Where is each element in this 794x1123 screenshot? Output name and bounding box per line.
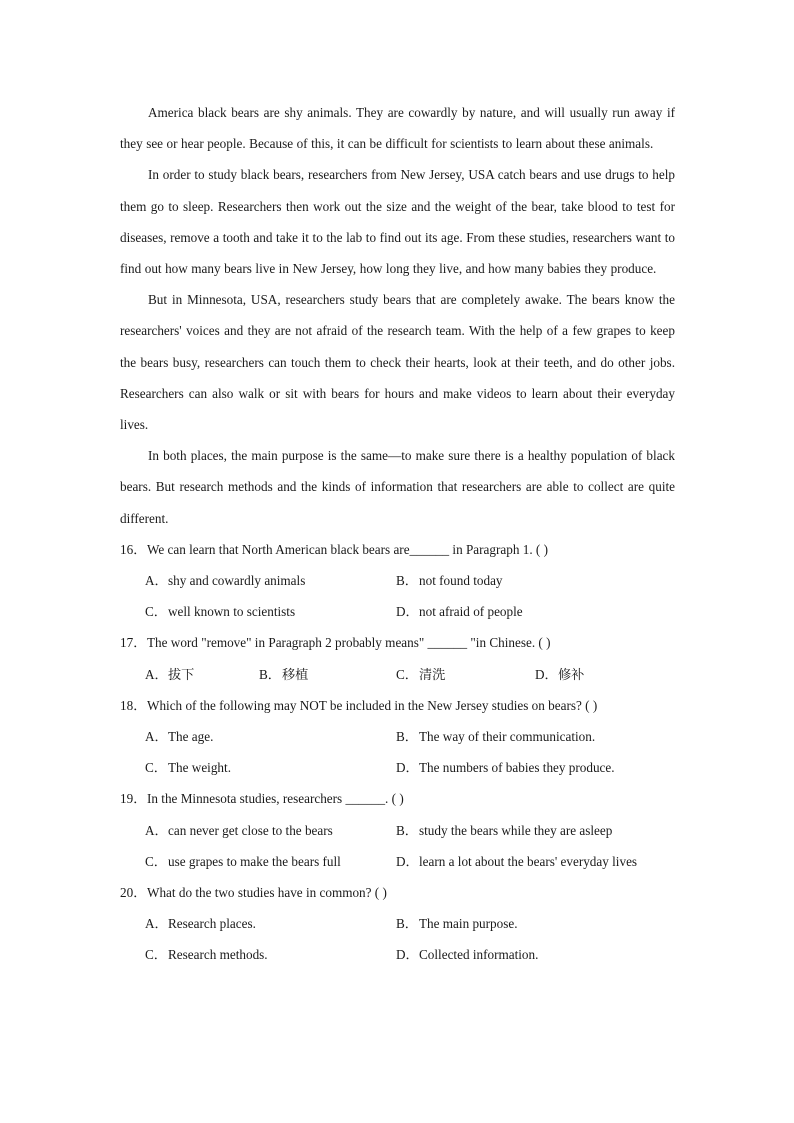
option-label: D． bbox=[396, 853, 419, 869]
option-text: The way of their communication. bbox=[419, 728, 596, 744]
option-text: can never get close to the bears bbox=[168, 822, 333, 838]
option-label: C． bbox=[145, 853, 167, 869]
question-stem bbox=[120, 534, 675, 565]
passage-paragraph-1: America black bears are shy animals. They are cowardly by nature, and will usually run away if they see or hear people. Because of this, it can be difficult for scientists to learn about these animals. bbox=[120, 105, 675, 152]
option-label: D． bbox=[396, 947, 419, 963]
option-c[interactable] bbox=[145, 939, 268, 970]
option-text: The numbers of babies they produce. bbox=[419, 760, 615, 776]
option-label: A． bbox=[145, 728, 168, 744]
option-label: B． bbox=[396, 916, 418, 932]
option-label: B． bbox=[396, 728, 418, 744]
option-text: The age. bbox=[168, 728, 214, 744]
passage-paragraph-2: In order to study black bears, researchers from New Jersey, USA catch bears and use drugs to help them go to sleep. Researchers then work out the size and the weight of the bear, take blood to test for diseases, remove a tooth and take it to the lab to find out its age. From these studies, researchers want to find out how many bears live in New Jersey, how long they live, and how many babies they produce. bbox=[120, 167, 675, 277]
option-label: D． bbox=[535, 666, 558, 682]
option-a[interactable] bbox=[145, 908, 256, 939]
question-text: What do the two studies have in common? ( ) bbox=[147, 884, 387, 900]
document-page bbox=[120, 97, 675, 970]
question-20 bbox=[120, 877, 675, 971]
option-label: A． bbox=[145, 573, 168, 589]
option-text: 清洗 bbox=[419, 666, 446, 682]
option-c[interactable] bbox=[396, 659, 445, 690]
option-text: Research methods. bbox=[168, 947, 268, 963]
options-row bbox=[120, 908, 675, 939]
question-number: 19． bbox=[120, 791, 147, 807]
option-a[interactable] bbox=[145, 565, 305, 596]
option-a[interactable] bbox=[145, 815, 333, 846]
question-text: In the Minnesota studies, researchers ______. ( ) bbox=[147, 791, 404, 807]
question-stem bbox=[120, 627, 675, 658]
option-b[interactable] bbox=[396, 908, 518, 939]
question-text: We can learn that North American black bears are______ in Paragraph 1. ( ) bbox=[147, 541, 548, 557]
question-number: 20． bbox=[120, 884, 147, 900]
option-d[interactable] bbox=[535, 659, 584, 690]
option-label: B． bbox=[396, 573, 418, 589]
reading-passage bbox=[120, 97, 675, 534]
options-row bbox=[120, 721, 675, 752]
option-b[interactable] bbox=[396, 721, 595, 752]
option-text: study the bears while they are asleep bbox=[419, 822, 613, 838]
option-text: 移植 bbox=[282, 666, 309, 682]
option-a[interactable] bbox=[145, 659, 194, 690]
option-text: well known to scientists bbox=[168, 604, 296, 620]
passage-paragraph-3: But in Minnesota, USA, researchers study bears that are completely awake. The bears know the researchers' voices and they are not afraid of the research team. With the help of a few grapes to keep the bears busy, researchers can touch them to check their hearts, look at their teeth, and do other jobs. Researchers can also walk or sit with bears for hours and make videos to learn about their everyday lives. bbox=[120, 292, 675, 433]
option-text: The weight. bbox=[168, 760, 231, 776]
question-stem bbox=[120, 783, 675, 814]
option-b[interactable] bbox=[259, 659, 308, 690]
option-text: Research places. bbox=[168, 916, 256, 932]
question-text: The word "remove" in Paragraph 2 probably means" ______ "in Chinese. ( ) bbox=[147, 635, 551, 651]
question-text: Which of the following may NOT be included in the New Jersey studies on bears? ( ) bbox=[147, 697, 598, 713]
option-c[interactable] bbox=[145, 846, 341, 877]
option-d[interactable] bbox=[396, 939, 538, 970]
option-b[interactable] bbox=[396, 565, 503, 596]
option-b[interactable] bbox=[396, 815, 612, 846]
option-label: C． bbox=[145, 760, 167, 776]
question-stem bbox=[120, 690, 675, 721]
option-label: C． bbox=[396, 666, 418, 682]
option-label: D． bbox=[396, 604, 419, 620]
option-text: shy and cowardly animals bbox=[168, 573, 306, 589]
option-text: use grapes to make the bears full bbox=[168, 853, 341, 869]
option-d[interactable] bbox=[396, 752, 615, 783]
question-number: 18． bbox=[120, 697, 147, 713]
options-row bbox=[120, 939, 675, 970]
options-row bbox=[120, 596, 675, 627]
options-row bbox=[120, 752, 675, 783]
question-17 bbox=[120, 627, 675, 689]
option-c[interactable] bbox=[145, 752, 231, 783]
option-label: C． bbox=[145, 947, 167, 963]
option-label: A． bbox=[145, 666, 168, 682]
option-d[interactable] bbox=[396, 596, 523, 627]
option-label: B． bbox=[259, 666, 281, 682]
option-text: 拔下 bbox=[168, 666, 195, 682]
question-stem bbox=[120, 877, 675, 908]
option-label: A． bbox=[145, 916, 168, 932]
option-a[interactable] bbox=[145, 721, 213, 752]
option-text: 修补 bbox=[558, 666, 585, 682]
option-label: C． bbox=[145, 604, 167, 620]
option-label: D． bbox=[396, 760, 419, 776]
option-text: not found today bbox=[419, 573, 503, 589]
question-16 bbox=[120, 534, 675, 628]
option-text: The main purpose. bbox=[419, 916, 518, 932]
option-c[interactable] bbox=[145, 596, 295, 627]
option-label: A． bbox=[145, 822, 168, 838]
option-text: Collected information. bbox=[419, 947, 539, 963]
option-text: learn a lot about the bears' everyday lives bbox=[419, 853, 638, 869]
passage-paragraph-4: In both places, the main purpose is the same—to make sure there is a healthy population of black bears. But research methods and the kinds of information that researchers are able to collect are quite different. bbox=[120, 448, 675, 526]
question-number: 16． bbox=[120, 541, 147, 557]
options-row bbox=[120, 846, 675, 877]
options-row bbox=[120, 815, 675, 846]
question-number: 17． bbox=[120, 635, 147, 651]
question-18 bbox=[120, 690, 675, 784]
options-row bbox=[120, 565, 675, 596]
question-19 bbox=[120, 783, 675, 877]
option-d[interactable] bbox=[396, 846, 637, 877]
options-row bbox=[120, 659, 675, 690]
option-text: not afraid of people bbox=[419, 604, 523, 620]
option-label: B． bbox=[396, 822, 418, 838]
